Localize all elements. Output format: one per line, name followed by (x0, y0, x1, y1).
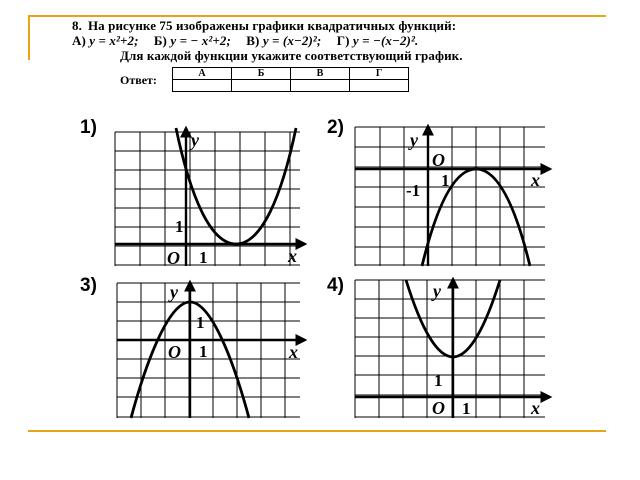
graph-4-tick-y: 1 (434, 371, 443, 390)
answer-col-g: Г (350, 68, 409, 80)
graph-1-number: 1) (80, 117, 97, 138)
task-number: 8. (72, 18, 82, 33)
graph-1-grid (115, 132, 300, 266)
answer-col-b: Б (232, 68, 291, 80)
graph-3-tick-x: 1 (199, 342, 208, 361)
answer-col-a: А (173, 68, 232, 80)
graph-3-number: 3) (80, 275, 97, 296)
graph-1 (115, 128, 305, 268)
graph-3-tick-y: 1 (196, 313, 205, 332)
task-intro-text: На рисунке 75 изображены графики квадратичных функций: (87, 18, 457, 33)
graph-1-x-label: x (288, 246, 297, 266)
graph-1-tick-y: 1 (175, 217, 184, 236)
function-b-letter: Б) (153, 33, 167, 48)
graph-2-y-label: y (410, 130, 418, 150)
function-g-letter: Г) (336, 33, 350, 48)
task-instruction: Для каждой функции укажите соответствующий график. (120, 48, 463, 63)
function-v-letter: В) (246, 33, 260, 48)
graph-4-x-label: x (531, 398, 540, 418)
graph-3-origin-label: O (168, 342, 181, 362)
graph-2-grid (355, 127, 545, 266)
graph-2-origin-label: O (432, 150, 445, 170)
graph-4-tick-x: 1 (462, 399, 471, 418)
graph-1-origin-label: O (167, 248, 180, 268)
graph-2-number: 2) (327, 117, 344, 138)
function-a-letter: А) (72, 33, 86, 48)
answer-label: Ответ: (120, 73, 157, 87)
function-v-formula: y = (x−2)²; (262, 33, 322, 48)
function-b-formula: y = − x²+2; (170, 33, 231, 48)
graph-3-y-label: y (170, 282, 178, 302)
graph-1-y-label: y (191, 130, 199, 150)
graph-1-tick-x: 1 (199, 248, 208, 267)
graph-4-origin-label: O (432, 398, 445, 418)
graph-3 (117, 282, 305, 418)
graph-2-tick-x: 1 (441, 171, 450, 190)
graph-4-y-label: y (433, 281, 441, 301)
graph-4 (355, 279, 550, 418)
graph-3-grid (117, 283, 300, 418)
answer-col-v: В (291, 68, 350, 80)
graph-2-x-label: x (531, 170, 540, 190)
function-a-formula: y = x²+2; (89, 33, 139, 48)
graph-2-tick-y: -1 (406, 181, 421, 200)
function-g-formula: y = −(x−2)². (352, 33, 419, 48)
graph-3-x-label: x (289, 342, 298, 362)
graph-2 (355, 126, 550, 266)
graph-4-number: 4) (327, 275, 344, 296)
